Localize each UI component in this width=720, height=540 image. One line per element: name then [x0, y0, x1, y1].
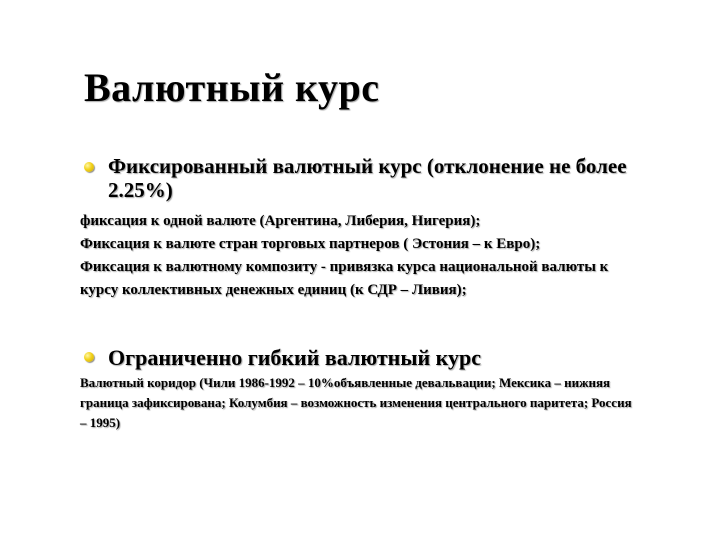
detail-line-currency-basket: Фиксация к валютному композиту - привязка курса национальной валюты к курсу коллективных денежных единиц (к СДР – Ливия); — [80, 259, 609, 298]
bullet-dot-icon — [84, 162, 94, 172]
fixed-rate-details — [80, 210, 640, 302]
bullet-dot-icon — [84, 352, 94, 362]
bullet-limited-flexible — [84, 345, 644, 371]
bullet-limited-flexible-text: Ограниченно гибкий валютный курс — [108, 345, 482, 370]
detail-line-trade-partners: Фиксация к валюте стран торговых партнеров ( Эстония – к Евро); — [80, 236, 541, 252]
bullet-fixed-rate — [84, 154, 644, 202]
limited-flexible-details — [80, 373, 640, 433]
detail-currency-corridor: Валютный коридор (Чили 1986-1992 – 10%объявленные девальвации; Мексика – нижняя граница зафиксирована; Колумбия – возможность изменения центрального паритета; Россия – 1995) — [80, 375, 632, 430]
bullet-fixed-rate-text: Фиксированный валютный курс (отклонение не более 2.25%) — [108, 154, 627, 202]
detail-line-single-currency: фиксация к одной валюте (Аргентина, Либерия, Нигерия); — [80, 213, 481, 229]
slide-title: Валютный курс — [84, 65, 380, 110]
